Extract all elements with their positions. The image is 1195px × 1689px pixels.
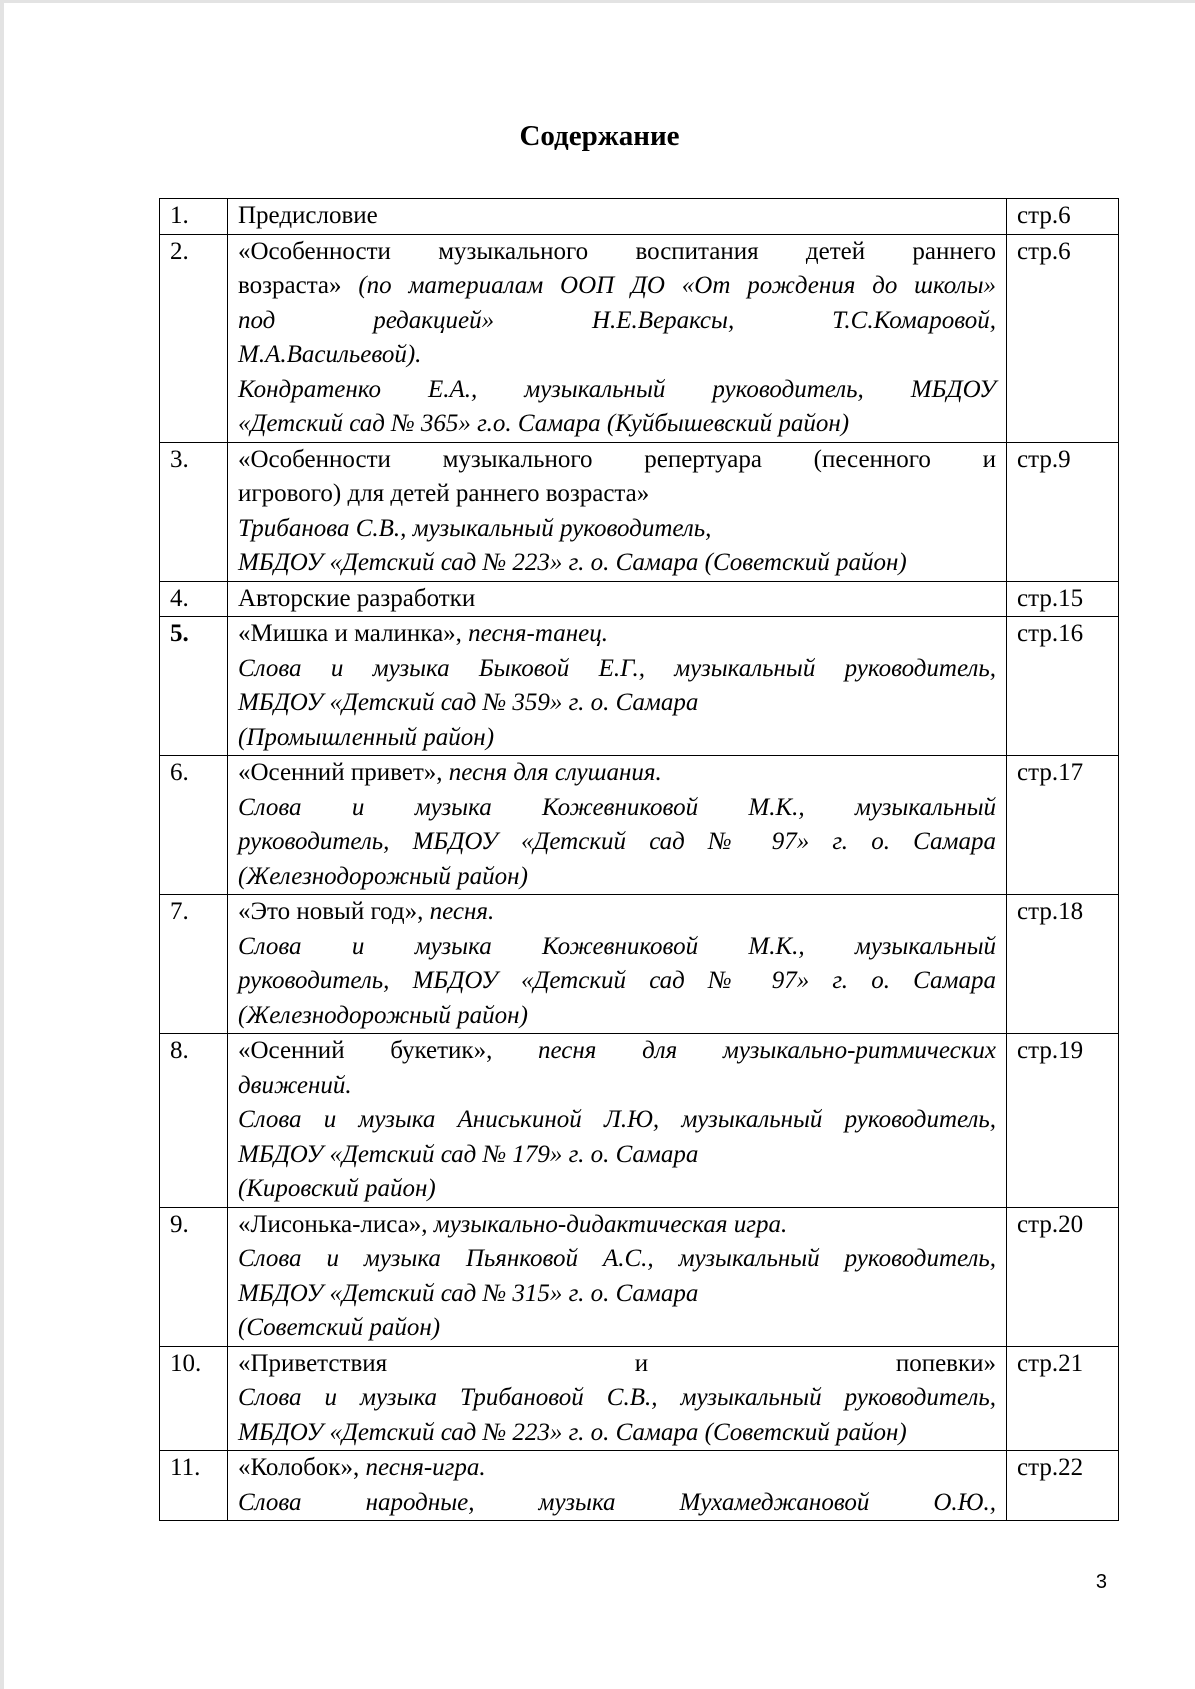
toc-row bbox=[160, 895, 1119, 1034]
italic-text: Слова и музыка Пьянковой А.С., музыкальный руководитель, bbox=[238, 1245, 996, 1272]
toc-description-line bbox=[238, 1138, 996, 1173]
italic-text: (Советский район) bbox=[238, 1314, 441, 1341]
toc-description-line bbox=[238, 825, 996, 860]
toc-description-line bbox=[238, 1347, 996, 1382]
toc-row-description bbox=[228, 1034, 1007, 1208]
toc-row-number: 9. bbox=[160, 1207, 228, 1346]
regular-text: «Осенний букетик», bbox=[238, 1037, 539, 1064]
italic-text: руководитель, МБДОУ «Детский сад № 97» г. о. Самара bbox=[238, 828, 996, 855]
toc-row-page: стр.6 bbox=[1007, 234, 1119, 442]
toc-row-page: стр.21 bbox=[1007, 1346, 1119, 1451]
toc-description-line bbox=[238, 686, 996, 721]
toc-description-line bbox=[238, 1311, 996, 1346]
italic-text: песня-игра. bbox=[365, 1454, 486, 1481]
regular-text: «Лисонька-лиса», bbox=[238, 1210, 434, 1238]
toc-row-number: 4. bbox=[160, 581, 228, 617]
toc-description-line bbox=[238, 477, 996, 512]
italic-text: песня. bbox=[429, 898, 495, 925]
italic-text: песня для музыкально-ритмических bbox=[538, 1037, 996, 1064]
italic-text: (Железнодорожный район) bbox=[238, 1001, 528, 1029]
italic-text: Слова и музыка Кожевниковой М.К., музыкальный bbox=[238, 793, 996, 821]
toc-description-line bbox=[238, 373, 996, 408]
toc-description-line bbox=[238, 582, 996, 617]
toc-description-line bbox=[238, 860, 996, 895]
regular-text: Авторские разработки bbox=[238, 584, 476, 612]
toc-description-line bbox=[238, 617, 996, 652]
toc-description-line bbox=[238, 791, 996, 826]
toc-row-description bbox=[228, 199, 1007, 235]
toc-row-page: стр.22 bbox=[1007, 1451, 1119, 1521]
toc-row bbox=[160, 199, 1119, 235]
regular-text: «Особенности музыкального воспитания детей раннего bbox=[238, 237, 996, 265]
toc-row bbox=[160, 1451, 1119, 1521]
toc-description-line bbox=[238, 1069, 996, 1104]
toc-description-line bbox=[238, 512, 996, 547]
toc-row-page: стр.17 bbox=[1007, 756, 1119, 895]
italic-text: Слова и музыка Быковой Е.Г., музыкальный руководитель, bbox=[238, 654, 996, 682]
regular-text: «Это новый год», bbox=[238, 898, 430, 925]
page-title: Содержание bbox=[519, 120, 680, 152]
toc-description-line bbox=[238, 1034, 996, 1069]
toc-row-number: 3. bbox=[160, 442, 228, 581]
table-of-contents bbox=[159, 198, 1119, 1521]
toc-description-line bbox=[238, 546, 996, 581]
toc-description-line bbox=[238, 721, 996, 756]
toc-row bbox=[160, 1034, 1119, 1208]
italic-text: Кондратенко Е.А., музыкальный руководитель, МБДОУ bbox=[238, 375, 996, 403]
italic-text: песня-танец. bbox=[468, 620, 608, 647]
toc-description-line bbox=[238, 199, 996, 234]
toc-description-line bbox=[238, 407, 996, 442]
regular-text: «Колобок», bbox=[238, 1454, 366, 1481]
toc-row-number: 5. bbox=[160, 617, 228, 756]
toc-row bbox=[160, 581, 1119, 617]
toc-description-line bbox=[238, 235, 996, 270]
toc-row bbox=[160, 1207, 1119, 1346]
toc-description-line bbox=[238, 1208, 996, 1243]
italic-text: (по материалам ООП ДО «От рождения до школы» bbox=[358, 272, 996, 299]
toc-row bbox=[160, 617, 1119, 756]
toc-row-description bbox=[228, 617, 1007, 756]
toc-description-line bbox=[238, 1486, 996, 1521]
toc-row-description bbox=[228, 234, 1007, 442]
toc-description-line bbox=[238, 304, 996, 339]
toc-row-description bbox=[228, 1451, 1007, 1521]
italic-text: Слова и музыка Кожевниковой М.К., музыкальный bbox=[238, 932, 996, 960]
toc-description-line bbox=[238, 1172, 996, 1207]
toc-row-page: стр.16 bbox=[1007, 617, 1119, 756]
toc-row-page: стр.18 bbox=[1007, 895, 1119, 1034]
italic-text: Слова и музыка Трибановой С.В., музыкальный руководитель, bbox=[238, 1384, 996, 1411]
toc-description-line bbox=[238, 1277, 996, 1312]
italic-text: МБДОУ «Детский сад № 223» г. о. Самара (Советский район) bbox=[238, 1418, 907, 1446]
italic-text: под редакцией» Н.Е.Вераксы, Т.С.Комаровой, bbox=[238, 306, 996, 334]
italic-text: (Железнодорожный район) bbox=[238, 862, 528, 890]
toc-row-number: 10. bbox=[160, 1346, 228, 1451]
italic-text: М.А.Васильевой). bbox=[238, 341, 422, 368]
italic-text: (Промышленный район) bbox=[238, 723, 495, 751]
italic-text: МБДОУ «Детский сад № 359» г. о. Самара bbox=[238, 689, 699, 716]
toc-row bbox=[160, 234, 1119, 442]
toc-row-description bbox=[228, 442, 1007, 581]
italic-text: Слова народные, музыка Мухамеджановой О.Ю., bbox=[238, 1488, 996, 1516]
regular-text: «Осенний привет», bbox=[238, 759, 449, 786]
italic-text: «Детский сад № 365» г.о. Самара (Куйбышевский район) bbox=[238, 410, 850, 437]
toc-row bbox=[160, 756, 1119, 895]
toc-description-line bbox=[238, 999, 996, 1034]
toc-description-line bbox=[238, 443, 996, 478]
toc-body bbox=[160, 199, 1119, 1521]
italic-text: песня для слушания. bbox=[448, 759, 662, 786]
regular-text: игрового) для детей раннего возраста» bbox=[238, 480, 650, 507]
toc-description-line bbox=[238, 338, 996, 373]
toc-row-number: 8. bbox=[160, 1034, 228, 1208]
italic-text: движений. bbox=[238, 1071, 352, 1099]
toc-description-line bbox=[238, 269, 996, 304]
regular-text: «Приветствия и попевки» bbox=[238, 1349, 996, 1377]
toc-row-page: стр.6 bbox=[1007, 199, 1119, 235]
page-number: 3 bbox=[1095, 1571, 1107, 1593]
italic-text: Слова и музыка Аниськиной Л.Ю, музыкальный руководитель, bbox=[238, 1106, 996, 1133]
toc-description-line bbox=[238, 930, 996, 965]
toc-description-line bbox=[238, 1242, 996, 1277]
regular-text: возраста» bbox=[238, 272, 359, 299]
toc-row-number: 2. bbox=[160, 234, 228, 442]
italic-text: (Кировский район) bbox=[238, 1175, 436, 1202]
toc-row-description bbox=[228, 1346, 1007, 1451]
toc-row-number: 6. bbox=[160, 756, 228, 895]
toc-row-page: стр.20 bbox=[1007, 1207, 1119, 1346]
toc-row-description bbox=[228, 756, 1007, 895]
document-page bbox=[4, 3, 1195, 1689]
toc-row-number: 7. bbox=[160, 895, 228, 1034]
toc-description-line bbox=[238, 895, 996, 930]
regular-text: Предисловие bbox=[238, 202, 378, 229]
toc-description-line bbox=[238, 1103, 996, 1138]
toc-description-line bbox=[238, 1451, 996, 1486]
toc-row bbox=[160, 1346, 1119, 1451]
toc-row-description bbox=[228, 895, 1007, 1034]
toc-description-line bbox=[238, 1381, 996, 1416]
toc-row-page: стр.19 bbox=[1007, 1034, 1119, 1208]
toc-row-description bbox=[228, 1207, 1007, 1346]
toc-description-line bbox=[238, 652, 996, 687]
italic-text: музыкально-дидактическая игра. bbox=[433, 1210, 788, 1238]
italic-text: руководитель, МБДОУ «Детский сад № 97» г. о. Самара bbox=[238, 967, 996, 994]
toc-description-line bbox=[238, 756, 996, 791]
toc-row-page: стр.9 bbox=[1007, 442, 1119, 581]
italic-text: МБДОУ «Детский сад № 315» г. о. Самара bbox=[238, 1279, 699, 1307]
regular-text: «Особенности музыкального репертуара (песенного и bbox=[238, 445, 996, 473]
regular-text: «Мишка и малинка», bbox=[238, 620, 469, 647]
toc-row-number: 1. bbox=[160, 199, 228, 235]
italic-text: МБДОУ «Детский сад № 223» г. о. Самара (Советский район) bbox=[238, 549, 907, 576]
toc-row-page: стр.15 bbox=[1007, 581, 1119, 617]
toc-row-description bbox=[228, 581, 1007, 617]
italic-text: МБДОУ «Детский сад № 179» г. о. Самара bbox=[238, 1140, 699, 1168]
toc-row bbox=[160, 442, 1119, 581]
toc-row-number: 11. bbox=[160, 1451, 228, 1521]
italic-text: Трибанова С.В., музыкальный руководитель, bbox=[238, 514, 712, 542]
toc-description-line bbox=[238, 1416, 996, 1451]
toc-description-line bbox=[238, 964, 996, 999]
